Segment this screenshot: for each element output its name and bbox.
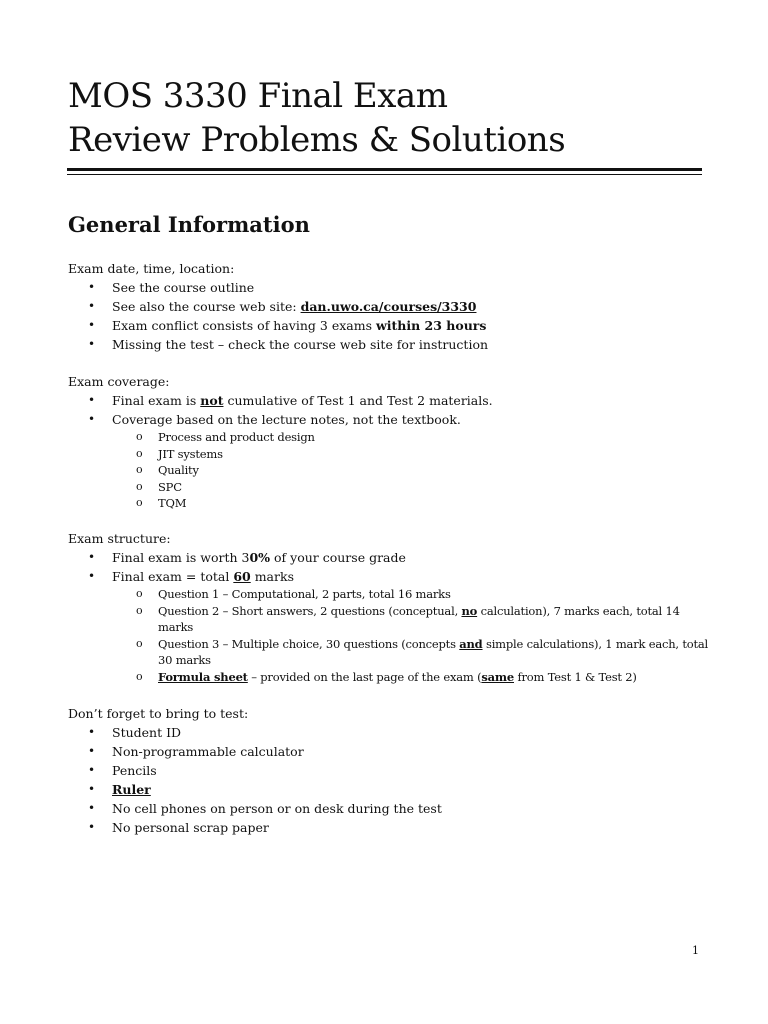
bring-label: Don’t forget to bring to test:	[68, 706, 249, 721]
list-item	[68, 761, 708, 780]
document-title	[68, 74, 702, 162]
topic-text: Process and product design	[158, 430, 315, 444]
list-item	[68, 742, 708, 761]
list-item-text: Pencils	[112, 763, 157, 778]
coverage-label: Exam coverage:	[68, 374, 170, 389]
coverage-topic-list	[68, 429, 708, 512]
question-text: from Test 1 & Test 2)	[514, 669, 637, 684]
list-item	[68, 723, 708, 742]
coverage-list	[68, 391, 708, 429]
question-item	[68, 669, 708, 686]
list-item	[68, 799, 708, 818]
exam-info-label: Exam date, time, location:	[68, 261, 235, 276]
bring-list	[68, 723, 708, 837]
question-text: Question 3 – Multiple choice, 30 questions (concepts	[158, 636, 460, 651]
question-item	[68, 636, 718, 669]
list-item	[68, 278, 708, 297]
page-number: 1	[692, 944, 699, 957]
question-text: Question 1 – Computational, 2 parts, total 16 marks	[158, 587, 451, 601]
question-text: calculation), 7 marks each, total 14 marks	[158, 603, 680, 634]
list-marker: o	[136, 479, 143, 493]
list-item-text: Non-programmable calculator	[112, 744, 304, 759]
emphasis-text: within 23 hours	[375, 318, 487, 333]
list-item	[68, 818, 708, 837]
emphasis-text: Formula sheet	[158, 669, 248, 684]
question-item	[68, 603, 718, 636]
list-item-text: No personal scrap paper	[112, 820, 269, 835]
topic-text: TQM	[158, 496, 187, 510]
title-line-2: Review Problems & Solutions	[68, 120, 566, 160]
exam-info-section	[68, 259, 708, 354]
list-item-text: of your course grade	[270, 550, 406, 565]
exam-coverage-section	[68, 372, 708, 512]
topic-text: Quality	[158, 463, 199, 477]
list-item	[68, 297, 708, 316]
exam-structure-section	[68, 529, 708, 685]
emphasis-text: no	[461, 603, 478, 618]
list-item-text: See the course outline	[112, 280, 255, 295]
list-item	[68, 391, 708, 410]
list-item	[68, 410, 708, 429]
topic-text: JIT systems	[158, 446, 223, 461]
bring-to-test-section	[68, 704, 708, 837]
emphasis-text: 60	[233, 569, 251, 584]
title-divider	[67, 168, 702, 175]
topic-item	[68, 495, 708, 512]
list-marker: o	[136, 496, 143, 509]
list-marker: o	[136, 430, 143, 443]
structure-label: Exam structure:	[68, 531, 171, 546]
list-item-text: Exam conflict consists of having 3 exams	[112, 318, 376, 333]
list-marker: o	[136, 446, 143, 460]
list-marker: o	[136, 463, 143, 476]
section-heading: General Information	[68, 212, 310, 237]
list-marker: o	[136, 669, 143, 683]
list-marker: o	[136, 636, 143, 650]
list-item	[68, 548, 708, 567]
list-item-text: Student ID	[112, 725, 182, 740]
topic-item	[68, 479, 708, 496]
exam-info-list	[68, 278, 708, 354]
topic-item	[68, 429, 708, 446]
list-marker: o	[136, 603, 143, 617]
question-list	[68, 586, 708, 685]
list-item-text: Final exam is worth 3	[112, 550, 250, 565]
list-item	[68, 316, 708, 335]
question-text: Question 2 – Short answers, 2 questions (conceptual,	[158, 603, 462, 618]
question-item	[68, 586, 708, 603]
emphasis-text: not	[200, 393, 224, 408]
emphasis-text: and	[459, 636, 483, 651]
list-item-text: Final exam = total	[112, 569, 234, 584]
list-item-text: Coverage based on the lecture notes, not the textbook.	[112, 412, 461, 427]
list-item-text: cumulative of Test 1 and Test 2 materials.	[223, 393, 493, 408]
structure-list	[68, 548, 708, 586]
emphasis-text: 0%	[249, 550, 271, 565]
list-item-text: Missing the test – check the course web site for instruction	[112, 337, 489, 352]
topic-text: SPC	[158, 479, 182, 494]
list-marker: o	[136, 587, 143, 600]
topic-item	[68, 462, 708, 479]
list-item-text: marks	[250, 569, 294, 584]
list-item	[68, 335, 708, 354]
list-item-text: See also the course web site:	[112, 299, 301, 314]
list-item	[68, 780, 708, 799]
topic-item	[68, 446, 708, 463]
question-text: simple calculations), 1 mark each, total 30 marks	[158, 636, 709, 667]
title-line-1: MOS 3330 Final Exam	[68, 76, 448, 116]
emphasis-text: Ruler	[112, 782, 151, 797]
list-item-text: No cell phones on person or on desk during the test	[112, 801, 442, 816]
list-item	[68, 567, 708, 586]
list-item-text: Final exam is	[112, 393, 201, 408]
emphasis-text: same	[481, 669, 514, 684]
question-text: – provided on the last page of the exam (	[247, 669, 482, 684]
course-website-link[interactable]: dan.uwo.ca/courses/3330	[300, 299, 477, 314]
